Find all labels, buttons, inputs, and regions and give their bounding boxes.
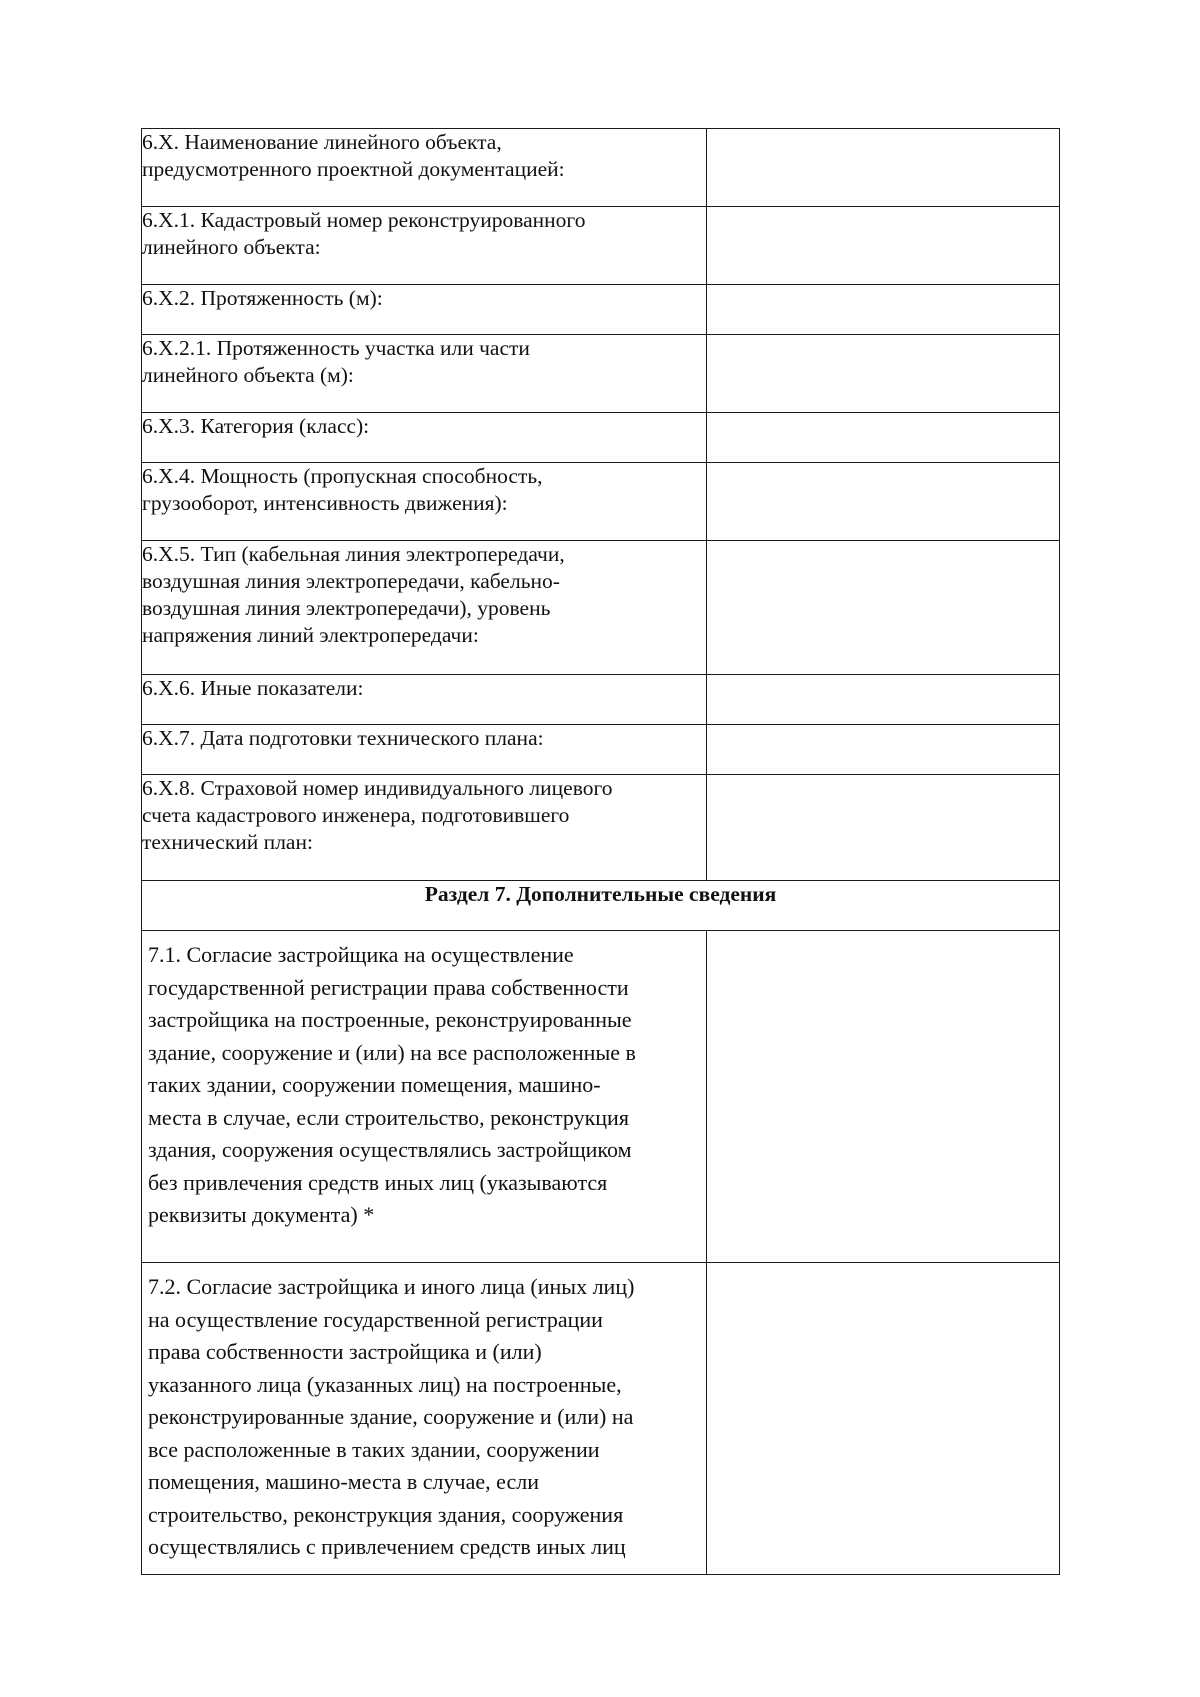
table-row — [142, 541, 1060, 675]
table-row — [142, 335, 1060, 413]
row-label: 7.1. Согласие застройщика на осуществление государственной регистрации права собственности застройщика на построенные, реконструированные здание, сооружение и (или) на все расположенные в таких здании, сооружении помещения, машино- места в случае, если строительство, реконструкция здания, сооружения осуществлялись застройщиком без привлечения средств иных лиц (указываются реквизиты документа) * — [142, 931, 707, 1263]
table-row — [142, 725, 1060, 775]
row-value-field[interactable] — [707, 541, 1060, 675]
row-label: 6.X.6. Иные показатели: — [142, 675, 707, 725]
row-value-field[interactable] — [707, 413, 1060, 463]
table-row — [142, 1263, 1060, 1575]
table-row — [142, 775, 1060, 881]
row-label: 6.X.4. Мощность (пропускная способность, грузооборот, интенсивность движения): — [142, 463, 707, 541]
table-row — [142, 285, 1060, 335]
table-row — [142, 129, 1060, 207]
row-value-field[interactable] — [707, 725, 1060, 775]
row-value-field[interactable] — [707, 207, 1060, 285]
row-value-field[interactable] — [707, 775, 1060, 881]
row-label: 6.X.1. Кадастровый номер реконструированного линейного объекта: — [142, 207, 707, 285]
row-value-field[interactable] — [707, 675, 1060, 725]
row-value-field[interactable] — [707, 285, 1060, 335]
table-row — [142, 675, 1060, 725]
section-title: Раздел 7. Дополнительные сведения — [142, 881, 1060, 931]
row-label: 6.X. Наименование линейного объекта, предусмотренного проектной документацией: — [142, 129, 707, 207]
section-header-row — [142, 881, 1060, 931]
table-row — [142, 413, 1060, 463]
form-table — [141, 128, 1060, 1575]
row-value-field[interactable] — [707, 335, 1060, 413]
table-row — [142, 463, 1060, 541]
table-row — [142, 207, 1060, 285]
row-label: 6.X.7. Дата подготовки технического плана: — [142, 725, 707, 775]
row-label: 7.2. Согласие застройщика и иного лица (иных лиц) на осуществление государственной регистрации права собственности застройщика и (или) указанного лица (указанных лиц) на построенные, реконструированные здание, сооружение и (или) на все расположенные в таких здании, сооружении помещения, машино-места в случае, если строительство, реконструкция здания, сооружения осуществлялись с привлечением средств иных лиц — [142, 1263, 707, 1575]
row-value-field[interactable] — [707, 129, 1060, 207]
table-row — [142, 931, 1060, 1263]
row-value-field[interactable] — [707, 931, 1060, 1263]
row-label: 6.X.5. Тип (кабельная линия электропередачи, воздушная линия электропередачи, кабельно- воздушная линия электропередачи), уровень напряжения линий электропередачи: — [142, 541, 707, 675]
row-label: 6.X.2.1. Протяженность участка или части линейного объекта (м): — [142, 335, 707, 413]
row-value-field[interactable] — [707, 1263, 1060, 1575]
row-value-field[interactable] — [707, 463, 1060, 541]
row-label: 6.X.3. Категория (класс): — [142, 413, 707, 463]
row-label: 6.X.8. Страховой номер индивидуального лицевого счета кадастрового инженера, подготовившего технический план: — [142, 775, 707, 881]
row-label: 6.X.2. Протяженность (м): — [142, 285, 707, 335]
